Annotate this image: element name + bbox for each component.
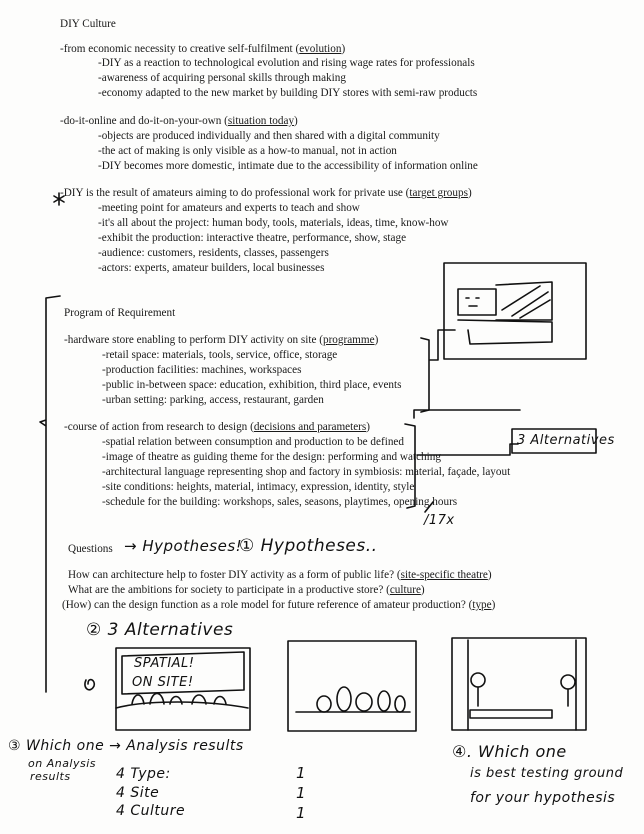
analysis-step-note: ③ Which one → Analysis results	[8, 738, 244, 754]
evolution-item: -awareness of acquiring personal skills through making	[98, 72, 346, 84]
situation-item: -the act of making is only visible as a how-to manual, not in action	[98, 145, 397, 157]
connector-line	[414, 410, 520, 418]
evolution-item: -DIY as a reaction to technological evolution and rising wage rates for professionals	[98, 57, 475, 69]
type-note: 4 Type:	[116, 766, 171, 782]
decisions-item: -site conditions: heights, material, intimacy, expression, identity, style	[102, 481, 415, 493]
target-heading: -DIY is the result of amateurs aiming to do professional work for private use (target groups)	[60, 187, 472, 199]
decisions-heading: -course of action from research to design (decisions and parameters)	[64, 421, 371, 433]
decisions-item: -spatial relation between consumption and production to be defined	[102, 436, 404, 448]
programme-tag: programme	[322, 334, 375, 346]
testing-note: for your hypothesis	[470, 790, 616, 806]
questions-label: Questions	[68, 543, 113, 555]
question-item: How can architecture help to foster DIY activity as a form of public life? (site-specific theatre)	[68, 569, 492, 581]
programme-item: -urban setting: parking, access, restaurant, garden	[102, 394, 324, 406]
analysis-sub-note: on Analysis	[28, 757, 97, 770]
evolution-tag: evolution	[299, 43, 342, 55]
question-tag: culture	[389, 584, 421, 596]
target-item: -it's all about the project: human body, tools, materials, ideas, time, know-how	[98, 217, 449, 229]
target-item: -actors: experts, amateur builders, local businesses	[98, 262, 325, 274]
site-note: 4 Site	[116, 785, 160, 801]
on-site-note: ON SITE!	[132, 675, 194, 690]
question-tag: site-specific theatre	[400, 569, 488, 581]
alternatives-step-note: ② 3 Alternatives	[86, 620, 234, 640]
target-tag: target groups	[409, 187, 468, 199]
hypotheses-step-note: ① Hypotheses..	[239, 536, 378, 556]
question-item: (How) can the design function as a role model for future reference of amateur production? (type)	[62, 599, 496, 611]
decisions-item: -image of theatre as guiding theme for the design: performing and watching	[102, 451, 441, 463]
situation-heading: -do-it-online and do-it-on-your-own (situation today)	[60, 115, 298, 127]
decisions-item: -architectural language representing shop and factory in symbiosis: material, façade, layout	[102, 466, 511, 478]
tally-note: 1	[296, 804, 307, 822]
sketch-frame-3	[452, 638, 586, 730]
evolution-item: -economy adapted to the new market by building DIY stores with semi-raw products	[98, 87, 478, 99]
target-item: -audience: customers, residents, classes, passengers	[98, 247, 329, 259]
situation-item: -DIY becomes more domestic, intimate due to the accessibility of information online	[98, 160, 478, 172]
program-heading: Program of Requirement	[64, 307, 176, 319]
culture-note: 4 Culture	[116, 803, 186, 819]
sketch-frame-2	[288, 641, 416, 731]
analysis-sub-note: results	[30, 770, 71, 783]
programme-bracket	[421, 338, 429, 412]
decisions-item: -schedule for the building: workshops, sales, seasons, playtimes, opening hours	[102, 496, 458, 508]
tally-note: 1	[296, 784, 307, 802]
testing-note: ④. Which one	[452, 742, 567, 761]
situation-item: -objects are produced individually and then shared with a digital community	[98, 130, 440, 142]
question-item: What are the ambitions for society to participate in a productive store? (culture)	[68, 584, 425, 596]
programme-item: -retail space: materials, tools, service, office, storage	[102, 349, 338, 361]
target-item: -meeting point for amateurs and experts to teach and show	[98, 202, 360, 214]
target-item: -exhibit the production: interactive theatre, performance, show, stage	[98, 232, 407, 244]
evolution-heading: -from economic necessity to creative self-fulfilment (evolution)	[60, 43, 346, 55]
programme-heading: -hardware store enabling to perform DIY activity on site (programme)	[64, 334, 379, 346]
testing-note: is best testing ground	[470, 766, 624, 781]
programme-item: -production facilities: machines, workspaces	[102, 364, 302, 376]
decisions-tag: decisions and parameters	[253, 421, 367, 433]
alternatives-box-note: 3 Alternatives	[517, 433, 615, 448]
spatial-note: SPATIAL!	[134, 656, 195, 671]
count-note: /17x	[424, 513, 455, 528]
question-tag: type	[472, 599, 492, 611]
program-bracket	[40, 296, 60, 692]
tally-note: 1	[296, 764, 307, 782]
small-scribble	[85, 680, 94, 690]
document-title: DIY Culture	[60, 18, 116, 30]
connector-line	[430, 330, 455, 360]
programme-item: -public in-between space: education, exhibition, third place, events	[102, 379, 402, 391]
hypotheses-arrow-note: → Hypotheses!	[124, 537, 243, 555]
situation-tag: situation today	[227, 115, 295, 127]
sketch-frame-a	[444, 263, 586, 359]
